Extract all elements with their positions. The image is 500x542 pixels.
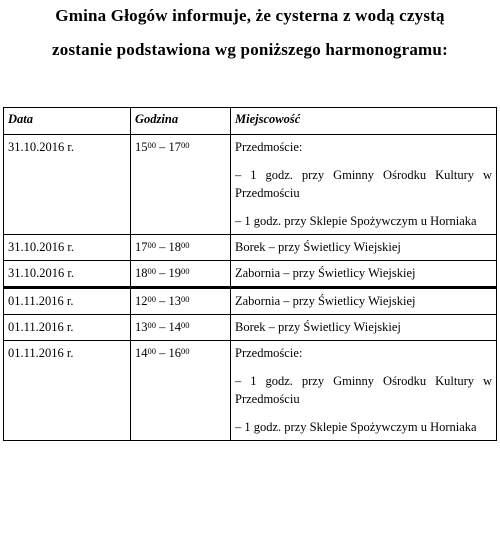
schedule-time: $12^{00} - 13^{00}$ — [131, 288, 231, 315]
announcement-heading-line-1: Gmina Głogów informuje, że cysterna z wodą czystą — [55, 6, 445, 25]
schedule-location — [231, 135, 497, 235]
schedule-location — [231, 341, 497, 441]
schedule-table — [3, 107, 497, 441]
schedule-row — [4, 341, 497, 441]
time-start-minutes: 00 — [147, 346, 156, 356]
location-name: Zabornia – przy Świetlicy Wiejskiej — [235, 294, 416, 308]
schedule-location — [231, 235, 497, 261]
schedule-time: $14^{00} - 16^{00}$ — [131, 341, 231, 441]
schedule-time: $18^{00} - 19^{00}$ — [131, 261, 231, 288]
location-stop-item: – 1 godz. przy Sklepie Spożywczym u Horniaka — [235, 214, 477, 228]
location-name: Zabornia – przy Świetlicy Wiejskiej — [235, 266, 416, 280]
schedule-date: 31.10.2016 r. — [4, 135, 131, 235]
time-start-hour: 18 — [135, 266, 148, 280]
header-date: Data — [4, 108, 131, 135]
schedule-date: 01.11.2016 r. — [4, 315, 131, 341]
schedule-time: $13^{00} - 14^{00}$ — [131, 315, 231, 341]
location-name: Borek – przy Świetlicy Wiejskiej — [235, 240, 401, 254]
time-end-minutes: 00 — [181, 266, 190, 276]
location-stop-item: – 1 godz. przy Sklepie Spożywczym u Horniaka — [235, 420, 477, 434]
schedule-row — [4, 135, 497, 235]
schedule-row — [4, 315, 497, 341]
time-end-hour: 16 — [168, 346, 181, 360]
time-start-hour: 15 — [135, 140, 148, 154]
schedule-time: $15^{00} - 17^{00}$ — [131, 135, 231, 235]
location-name: Borek – przy Świetlicy Wiejskiej — [235, 320, 401, 334]
schedule-row — [4, 235, 497, 261]
location-stop-item: – 1 godz. przy Gminny Ośrodku Kultury w Przedmościu — [235, 168, 492, 200]
time-end-hour: 13 — [168, 294, 181, 308]
time-end-minutes: 00 — [181, 294, 190, 304]
schedule-location — [231, 288, 497, 315]
schedule-time: $17^{00} - 18^{00}$ — [131, 235, 231, 261]
location-name: Przedmoście: — [235, 140, 303, 154]
time-start-minutes: 00 — [147, 294, 156, 304]
schedule-row — [4, 288, 497, 315]
time-end-hour: 19 — [168, 266, 181, 280]
time-end-minutes: 00 — [181, 140, 190, 150]
time-start-minutes: 00 — [147, 240, 156, 250]
time-start-minutes: 00 — [147, 140, 156, 150]
time-start-hour: 14 — [135, 346, 148, 360]
location-stop-item: – 1 godz. przy Gminny Ośrodku Kultury w Przedmościu — [235, 374, 492, 406]
location-name: Przedmoście: — [235, 346, 303, 360]
time-end-minutes: 00 — [181, 320, 190, 330]
time-end-hour: 14 — [168, 320, 181, 334]
announcement-heading-line-2: zostanie podstawiona wg poniższego harmonogramu: — [52, 40, 448, 59]
time-start-hour: 17 — [135, 240, 148, 254]
schedule-header-row — [4, 108, 497, 135]
schedule-location — [231, 315, 497, 341]
schedule-date: 01.11.2016 r. — [4, 341, 131, 441]
time-start-hour: 13 — [135, 320, 148, 334]
schedule-date: 01.11.2016 r. — [4, 288, 131, 315]
time-end-minutes: 00 — [181, 346, 190, 356]
schedule-date: 31.10.2016 r. — [4, 261, 131, 288]
time-end-hour: 17 — [168, 140, 181, 154]
time-end-hour: 18 — [168, 240, 181, 254]
schedule-location — [231, 261, 497, 288]
header-location: Miejscowość — [231, 108, 497, 135]
time-end-minutes: 00 — [181, 240, 190, 250]
schedule-row — [4, 261, 497, 288]
schedule-date: 31.10.2016 r. — [4, 235, 131, 261]
time-start-hour: 12 — [135, 294, 148, 308]
time-start-minutes: 00 — [147, 266, 156, 276]
time-start-minutes: 00 — [147, 320, 156, 330]
header-time: Godzina — [131, 108, 231, 135]
